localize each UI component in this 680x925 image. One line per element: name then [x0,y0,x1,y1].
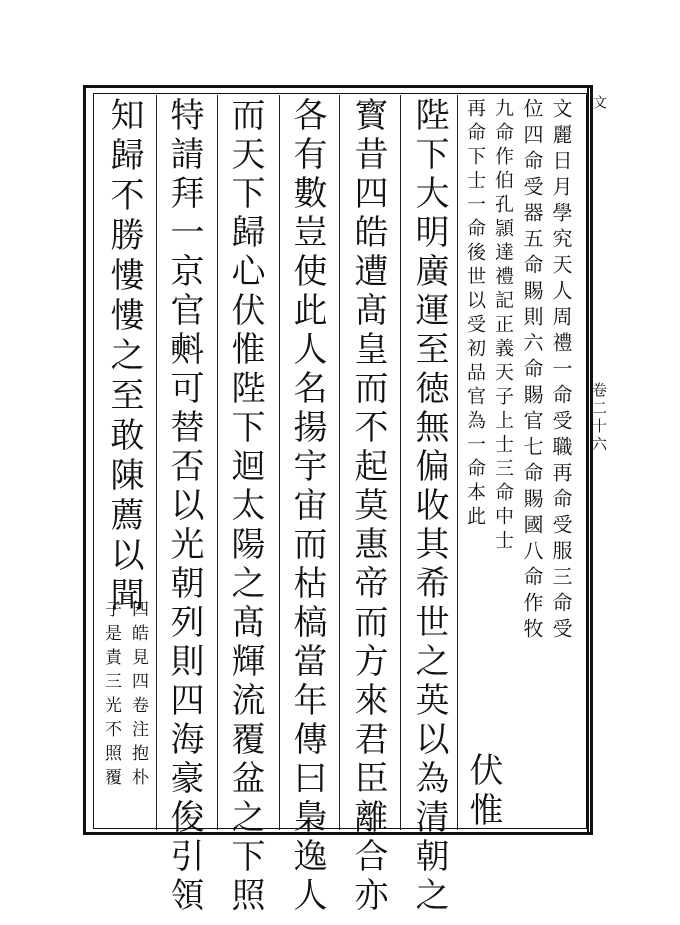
text-column: 知歸不勝慺慺之至敢陳薦以聞 [104,97,144,617]
text-column: 寳昔四皓遭髙皇而不起莫惠帝而方來君臣離合亦 [348,97,388,916]
column-divider [400,95,401,830]
text-column: 文麗日月學究天人周禮一命受職再命受服三命受 [549,98,573,644]
block-margin [587,85,597,835]
column-divider [457,95,458,830]
annotation-column: 子是責三光不照覆 [101,600,121,792]
margin-label-top: 文 [591,95,607,111]
column-divider [339,95,340,830]
text-column: 陛下大明廣運至徳無偏收其希世之英以為清朝之 [409,97,449,916]
text-column: 而天下歸心伏惟陛下迴太陽之髙輝流覆盆之下照 [225,97,265,916]
column-divider [279,95,280,830]
text-column: 九命作伯孔頴達禮記正義天子上士三命中士 [492,98,514,554]
text-column: 各有數豈使此人名揚宇宙而枯槁當年傳曰梟逸人 [287,97,327,916]
text-column-phrase: 伏惟 [463,752,503,832]
column-divider [217,95,218,830]
column-divider [156,95,157,830]
text-column: 位四命受器五命賜則六命賜官七命賜國八命作牧 [520,98,544,644]
text-column: 再命下士一命後世以受初品官為一命本此 [464,98,486,530]
annotation-column: 四皓見四卷注抱朴 [128,600,148,792]
margin-label-volume: 卷二十六 [590,382,608,454]
text-column: 特請拜一京官㪺可替否以光朝列則四海豪俊引領 [164,97,204,916]
